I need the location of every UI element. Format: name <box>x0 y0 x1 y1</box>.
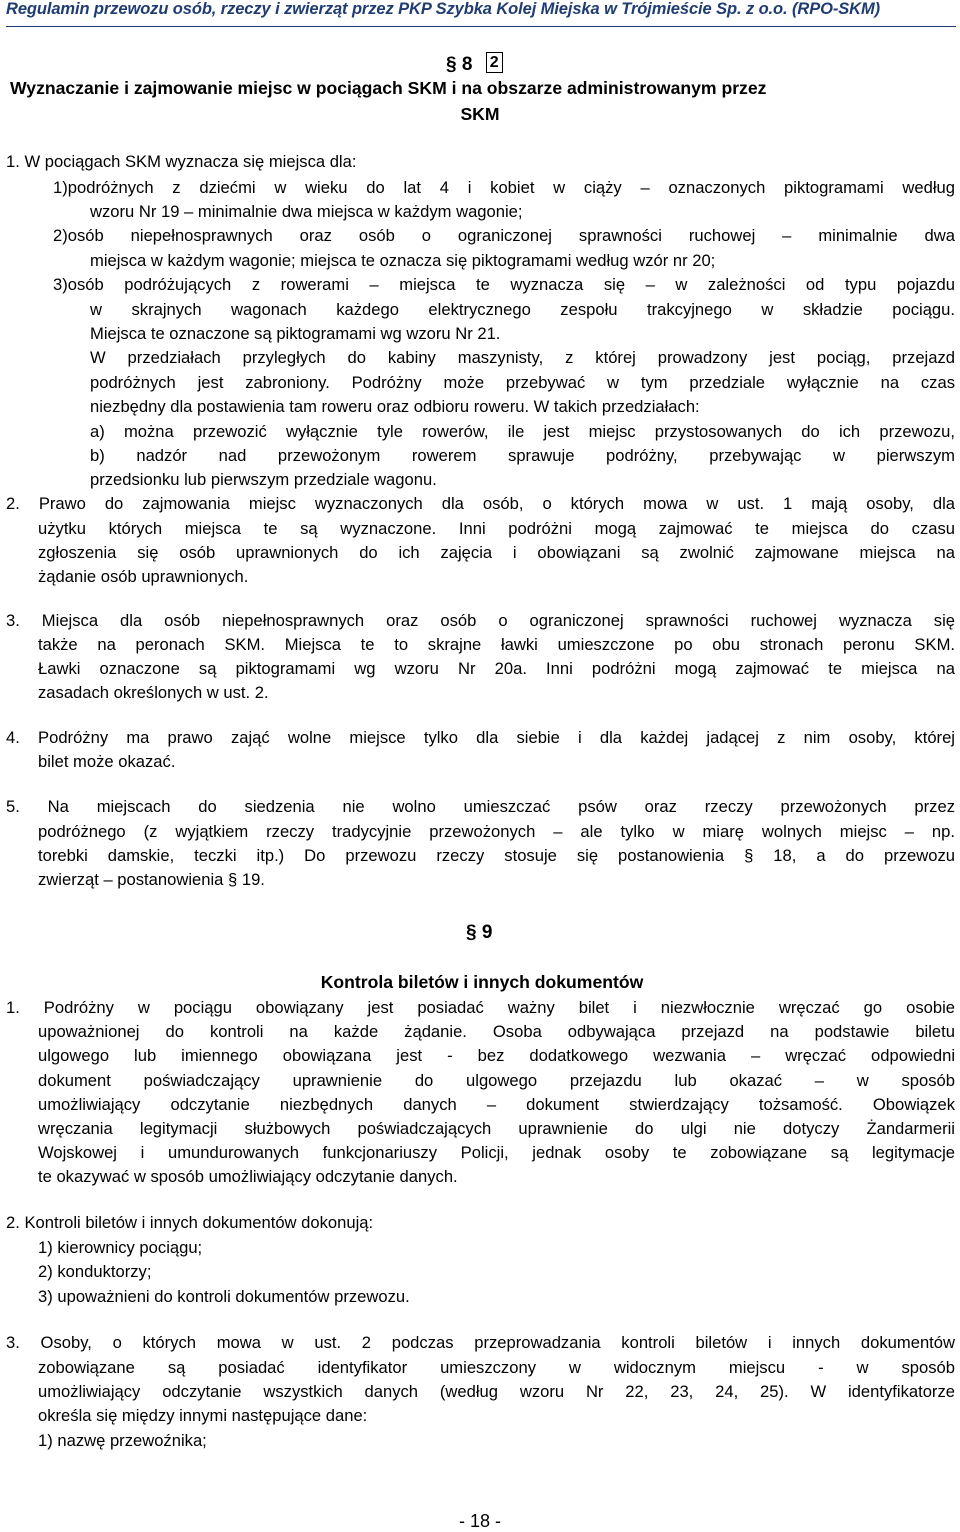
s9-line: dokument poświadczający uprawnienie do ulgowego przejazdu lub okazać – w sposób <box>38 1071 955 1090</box>
s8-line: 1. W pociągach SKM wyznacza się miejsca dla: <box>6 152 357 171</box>
s9-list-item: 3) upoważnieni do kontroli dokumentów przewozu. <box>38 1287 410 1306</box>
section-9-title: Kontrola biletów i innych dokumentów <box>320 972 644 992</box>
s8-line: Ławki oznaczone są piktogramami wg wzoru Nr 20a. Inni podróżni mogą zajmować te miejsca na <box>38 659 955 678</box>
s8-line: zasadach określonych w ust. 2. <box>38 683 269 702</box>
section-number: 8 <box>461 54 473 75</box>
header-rule <box>6 26 956 27</box>
s8-line: b) nadzór nad przewożonym rowerem sprawuje podróżny, przebywając w pierwszym <box>90 446 955 465</box>
section-symbol: § <box>446 54 457 75</box>
s9-line: umożliwiający odczytanie niezbędnych danych – dokument stwierdzający tożsamość. Obowiązek <box>38 1095 955 1114</box>
s9-line: Wojskowej i umundurowanych funkcjonariuszy Policji, jednak osoby te zobowiązane są legitymacje <box>38 1143 955 1162</box>
s9-line: 1. Podróżny w pociągu obowiązany jest posiadać ważny bilet i niezwłocznie wręczać go osobie <box>6 998 955 1017</box>
section-8-heading <box>446 52 503 76</box>
s8-line: miejsca w każdym wagonie; miejsca te oznacza się piktogramami według wzór nr 20; <box>90 251 716 270</box>
s8-line: podróżnego (z wyjątkiem rzeczy tradycyjnie przewożonych – ale tylko w miarę wolnych miejsc – np. <box>38 822 955 841</box>
s9-line: 3. Osoby, o których mowa w ust. 2 podczas przeprowadzania kontroli biletów i innych dokumentów <box>6 1333 955 1352</box>
s8-line: w skrajnych wagonach każdego elektrycznego zespołu trakcyjnego w składzie pociągu. <box>90 300 955 319</box>
page-number: - 18 - <box>458 1511 501 1531</box>
s8-line: a) można przewozić wyłącznie tyle rowerów, ile jest miejsc przystosowanych do ich przewozu, <box>90 422 955 441</box>
s9-line: określa się między innymi następujące dane: <box>38 1406 368 1425</box>
running-header: Regulamin przewozu osób, rzeczy i zwierząt przez PKP Szybka Kolej Miejska w Trójmieście Sp. z o.o. (RPO-SKM) <box>6 0 880 18</box>
s9-line: umożliwiający odczytanie wszystkich danych (według wzoru Nr 22, 23, 24, 25). W identyfikatorze <box>38 1382 955 1401</box>
s9-line: upoważnionej do kontroli na każde żądanie. Osoba odbywająca przejazd na podstawie biletu <box>38 1022 955 1041</box>
s8-line: podróżnych jest zabroniony. Podróżny może przebywać w tym przedziale wyłącznie na czas <box>90 373 955 392</box>
s8-line: 1)podróżnych z dziećmi w wieku do lat 4 i kobiet w ciąży – oznaczonych piktogramami według <box>53 178 955 197</box>
section-number: 9 <box>481 922 493 943</box>
s8-line: 5. Na miejscach do siedzenia nie wolno umieszczać psów oraz rzeczy przewożonych przez <box>6 797 955 816</box>
s8-line: torebki damskie, teczki itp.) Do przewozu rzeczy stosuje się postanowienia § 18, a do przewozu <box>38 846 955 865</box>
s8-line: także na peronach SKM. Miejsca te to skrajne ławki umieszczone po obu stronach peronu SKM. <box>38 635 955 654</box>
section-symbol: § <box>466 922 477 943</box>
s8-line: 2. Prawo do zajmowania miejsc wyznaczonych dla osób, o których mowa w ust. 1 mają osoby, dla <box>6 494 955 513</box>
s9-line: ulgowego lub imiennego obowiązana jest - bez dodatkowego wezwania – wręczać odpowiedni <box>38 1046 955 1065</box>
s8-line: użytku których miejsca te są wyznaczone. Inni podróżni mogą zajmować te miejsca do czasu <box>38 519 955 538</box>
s8-line: 4. Podróżny ma prawo zająć wolne miejsce tylko dla siebie i dla każdej jadącej z nim osoby, której <box>6 728 955 747</box>
s8-line: niezbędny dla postawienia tam roweru oraz odbioru roweru. W takich przedziałach: <box>90 397 700 416</box>
s8-line: zwierząt – postanowienia § 19. <box>38 870 265 889</box>
s8-line: Miejsca te oznaczone są piktogramami wg wzoru Nr 21. <box>90 324 501 343</box>
s9-line: zobowiązane są posiadać identyfikator umieszczony w widocznym miejscu - w sposób <box>38 1358 955 1377</box>
s9-list-item: 2) konduktorzy; <box>38 1262 152 1281</box>
s9-line: te okazywać w sposób umożliwiający odczytanie danych. <box>38 1167 458 1186</box>
s8-line: 2)osób niepełnosprawnych oraz osób o ograniczonej sprawności ruchowej – minimalnie dwa <box>53 226 955 245</box>
section-box-marker: 2 <box>486 52 503 73</box>
section-9-heading <box>466 922 492 944</box>
section-8-title-line2: SKM <box>460 104 500 124</box>
s8-line: zgłoszenia się osób uprawnionych do ich zajęcia i obowiązani są zwolnić zajmowane miejsca na <box>38 543 955 562</box>
s9-list-item: 1) kierownicy pociągu; <box>38 1238 203 1257</box>
s8-line: 3)osób podróżujących z rowerami – miejsca te wyznacza się – w zależności od typu pojazdu <box>53 275 955 294</box>
s9-line: wręczania legitymacji służbowych poświadczających uprawnienie do ulgi nie dotyczy Żandarmerii <box>38 1119 955 1138</box>
s9-line: 2. Kontroli biletów i innych dokumentów dokonują: <box>6 1213 374 1232</box>
s8-line: przedsionku lub pierwszym przedziale wagonu. <box>90 470 437 489</box>
section-8-title-line1: Wyznaczanie i zajmowanie miejsc w pociągach SKM i na obszarze administrowanym przez <box>10 78 767 98</box>
s8-line: bilet może okazać. <box>38 752 176 771</box>
s8-line: wzoru Nr 19 – minimalnie dwa miejsca w każdym wagonie; <box>90 202 523 221</box>
s8-line: 3. Miejsca dla osób niepełnosprawnych oraz osób o ograniczonej sprawności ruchowej wyznacza się <box>6 611 955 630</box>
s8-line: W przedziałach przyległych do kabiny maszynisty, z której prowadzony jest pociąg, przejazd <box>90 348 955 367</box>
s8-line: żądanie osób uprawnionych. <box>38 567 249 586</box>
s9-list-item: 1) nazwę przewoźnika; <box>38 1431 207 1450</box>
